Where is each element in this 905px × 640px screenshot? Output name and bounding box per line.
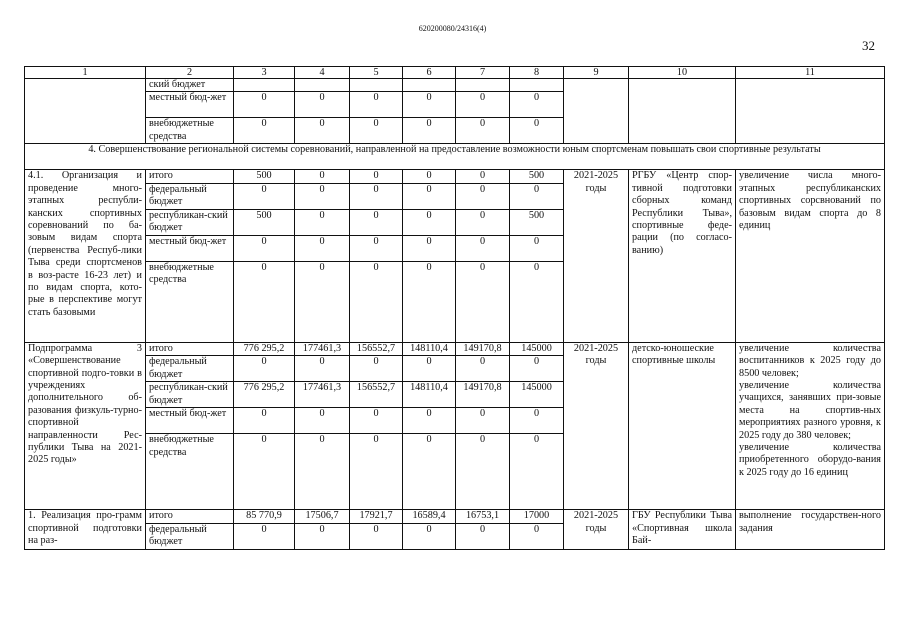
amount-cell: 0 — [295, 92, 350, 118]
amount-cell: 0 — [403, 523, 456, 549]
col-header: 2 — [146, 67, 234, 79]
amount-cell: 0 — [510, 523, 564, 549]
table-row — [25, 170, 885, 183]
amount-cell: 0 — [350, 408, 403, 434]
funding-source-cell: итого — [146, 342, 234, 355]
amount-cell: 16753,1 — [456, 510, 510, 523]
amount-cell: 0 — [510, 235, 564, 261]
funding-source-cell: местный бюд-жет — [146, 92, 234, 118]
amount-cell: 0 — [234, 235, 295, 261]
amount-cell: 0 — [295, 118, 350, 144]
amount-cell: 500 — [510, 170, 564, 183]
amount-cell: 0 — [295, 408, 350, 434]
result-item: увеличение количества воспитанников к 2025 году до 8500 человек; — [739, 342, 881, 379]
amount-cell: 0 — [456, 235, 510, 261]
table-row — [25, 510, 885, 523]
measure-name-cell: Подпрограмма 3 «Совершенствование спортивной подго-товки в учреждениях дополнительного об-разования физкуль-турно-спортивной направленности Рес-публики Тыва на 2021-2025 годы» — [25, 342, 146, 509]
executor-cell: ГБУ Республики Тыва «Спортивная школа Бай- — [629, 510, 736, 549]
amount-cell: 17000 — [510, 510, 564, 523]
amount-cell: 17921,7 — [350, 510, 403, 523]
amount-cell: 0 — [403, 183, 456, 209]
col-header: 4 — [295, 67, 350, 79]
amount-cell: 0 — [403, 261, 456, 342]
col-header: 3 — [234, 67, 295, 79]
amount-cell: 0 — [403, 408, 456, 434]
amount-cell: 0 — [295, 170, 350, 183]
amount-cell: 500 — [510, 209, 564, 235]
measure-name-cell: 4.1. Организация и проведение много-этапных республи-канских спортивных соревнований по ба-зовым видам спорта (первенства Респуб-лики Тыва среди спортсменов в воз-расте 16-23 лет) и по видам спорта, кото-рые в перспективе могут стать базовыми — [25, 170, 146, 342]
amount-cell: 148110,4 — [403, 382, 456, 408]
amount-cell: 0 — [350, 523, 403, 549]
col-header: 5 — [350, 67, 403, 79]
amount-cell: 145000 — [510, 342, 564, 355]
result-cell — [736, 79, 885, 144]
amount-cell: 0 — [456, 209, 510, 235]
col-header: 6 — [403, 67, 456, 79]
funding-source-cell: итого — [146, 510, 234, 523]
funding-source-cell: республикан-ский бюджет — [146, 209, 234, 235]
amount-cell: 0 — [510, 92, 564, 118]
amount-cell: 149170,8 — [456, 342, 510, 355]
amount-cell: 0 — [350, 170, 403, 183]
amount-cell: 0 — [295, 261, 350, 342]
col-header: 7 — [456, 67, 510, 79]
amount-cell — [403, 79, 456, 92]
funding-source-cell: федеральный бюджет — [146, 183, 234, 209]
amount-cell: 0 — [403, 235, 456, 261]
period-cell: 2021-2025 годы — [564, 170, 629, 342]
amount-cell: 0 — [456, 170, 510, 183]
amount-cell: 500 — [234, 170, 295, 183]
result-cell — [736, 342, 885, 509]
amount-cell: 156552,7 — [350, 342, 403, 355]
amount-cell: 0 — [456, 92, 510, 118]
col-header: 8 — [510, 67, 564, 79]
amount-cell: 0 — [403, 118, 456, 144]
amount-cell: 0 — [510, 183, 564, 209]
amount-cell — [295, 79, 350, 92]
amount-cell: 0 — [456, 434, 510, 510]
funding-source-cell: местный бюд-жет — [146, 235, 234, 261]
amount-cell: 0 — [510, 434, 564, 510]
amount-cell: 0 — [510, 356, 564, 382]
amount-cell: 0 — [403, 209, 456, 235]
amount-cell: 0 — [350, 183, 403, 209]
amount-cell — [456, 79, 510, 92]
amount-cell: 0 — [350, 356, 403, 382]
amount-cell: 17506,7 — [295, 510, 350, 523]
amount-cell: 0 — [295, 434, 350, 510]
amount-cell: 0 — [295, 523, 350, 549]
amount-cell: 0 — [295, 183, 350, 209]
funding-source-cell: внебюджетные средства — [146, 118, 234, 144]
amount-cell: 0 — [234, 183, 295, 209]
table-row — [25, 79, 885, 92]
amount-cell: 0 — [456, 261, 510, 342]
amount-cell: 0 — [350, 92, 403, 118]
col-header: 10 — [629, 67, 736, 79]
col-header: 11 — [736, 67, 885, 79]
amount-cell: 0 — [295, 356, 350, 382]
section-heading: 4. Совершенствование региональной системы соревнований, направленной на предоставление возможности юным спортсменам повышать свои спортивные результаты — [25, 144, 885, 170]
amount-cell: 85 770,9 — [234, 510, 295, 523]
document-id: 620200080/24316(4) — [418, 24, 487, 33]
amount-cell: 0 — [510, 408, 564, 434]
amount-cell: 0 — [510, 118, 564, 144]
amount-cell: 776 295,2 — [234, 342, 295, 355]
funding-source-cell: федеральный бюджет — [146, 523, 234, 549]
amount-cell: 0 — [403, 92, 456, 118]
amount-cell: 149170,8 — [456, 382, 510, 408]
program-table — [24, 66, 885, 550]
measure-name-cell — [25, 79, 146, 144]
amount-cell: 0 — [456, 523, 510, 549]
amount-cell: 0 — [456, 356, 510, 382]
amount-cell: 0 — [295, 235, 350, 261]
funding-source-cell: федеральный бюджет — [146, 356, 234, 382]
amount-cell: 0 — [234, 261, 295, 342]
amount-cell: 0 — [234, 523, 295, 549]
page-number: 32 — [862, 38, 875, 53]
amount-cell: 0 — [350, 209, 403, 235]
funding-source-cell: итого — [146, 170, 234, 183]
measure-name-cell: 1. Реализация про-грамм спортивной подготовки на раз- — [25, 510, 146, 549]
amount-cell: 0 — [234, 434, 295, 510]
col-header: 9 — [564, 67, 629, 79]
result-cell: выполнение государствен-ного задания — [736, 510, 885, 549]
amount-cell: 177461,3 — [295, 342, 350, 355]
amount-cell: 500 — [234, 209, 295, 235]
result-item: увеличение количества приобретенного оборудо-вания к 2025 году до 16 единиц — [739, 442, 881, 478]
amount-cell: 0 — [350, 235, 403, 261]
funding-source-cell: республикан-ский бюджет — [146, 382, 234, 408]
column-header-row — [25, 67, 885, 79]
period-cell: 2021-2025 годы — [564, 342, 629, 509]
amount-cell: 145000 — [510, 382, 564, 408]
amount-cell: 0 — [350, 118, 403, 144]
period-cell — [564, 79, 629, 144]
funding-source-cell: ский бюджет — [146, 79, 234, 92]
amount-cell: 0 — [350, 434, 403, 510]
period-cell: 2021-2025 годы — [564, 510, 629, 549]
result-item: увеличение количества учащихся, занявших при-зовые места на спортив-ных мероприятиях разного уровня, к 2025 году до 380 человек; — [739, 380, 881, 441]
col-header: 1 — [25, 67, 146, 79]
amount-cell: 0 — [234, 92, 295, 118]
table-row — [25, 342, 885, 355]
amount-cell — [510, 79, 564, 92]
executor-cell: РГБУ «Центр спор-тивной подготовки сборных команд Республики Тыва», спортивные феде-рации (по согласо-ванию) — [629, 170, 736, 342]
amount-cell: 16589,4 — [403, 510, 456, 523]
funding-source-cell: местный бюд-жет — [146, 408, 234, 434]
amount-cell: 0 — [295, 209, 350, 235]
amount-cell: 0 — [350, 261, 403, 342]
amount-cell: 776 295,2 — [234, 382, 295, 408]
amount-cell: 156552,7 — [350, 382, 403, 408]
amount-cell: 0 — [234, 356, 295, 382]
result-cell: увеличение числа много-этапных республиканских спортивных сорсвнований по базовым видам спорта до 8 единиц — [736, 170, 885, 342]
section-heading-row — [25, 144, 885, 170]
funding-source-cell: внебюджетные средства — [146, 261, 234, 342]
amount-cell: 0 — [403, 434, 456, 510]
amount-cell: 148110,4 — [403, 342, 456, 355]
amount-cell: 0 — [456, 183, 510, 209]
amount-cell: 0 — [456, 408, 510, 434]
amount-cell: 0 — [456, 118, 510, 144]
executor-cell — [629, 79, 736, 144]
amount-cell: 0 — [234, 408, 295, 434]
amount-cell — [350, 79, 403, 92]
funding-source-cell: внебюджетные средства — [146, 434, 234, 510]
executor-cell: детско-юношеские спортивные школы — [629, 342, 736, 509]
amount-cell: 0 — [234, 118, 295, 144]
amount-cell — [234, 79, 295, 92]
amount-cell: 177461,3 — [295, 382, 350, 408]
amount-cell: 0 — [510, 261, 564, 342]
amount-cell: 0 — [403, 170, 456, 183]
amount-cell: 0 — [403, 356, 456, 382]
